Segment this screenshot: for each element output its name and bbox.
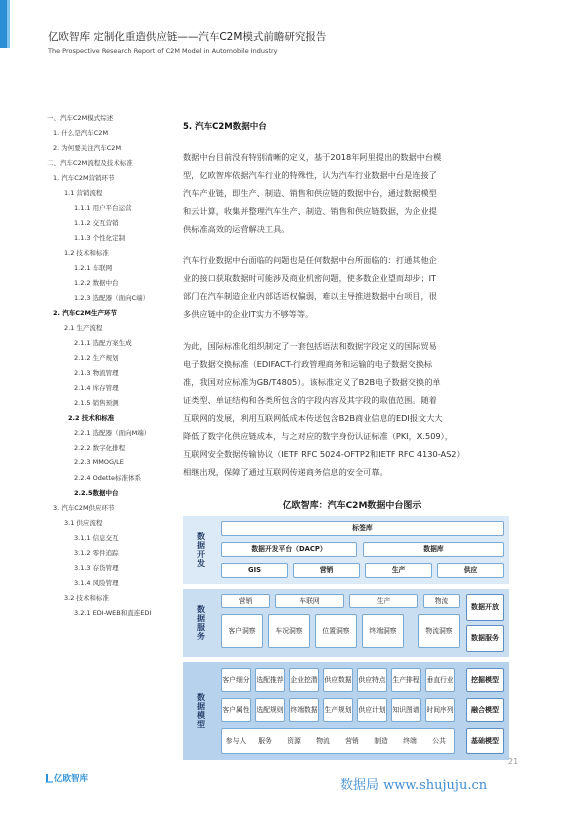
paragraph-1 [183, 148, 521, 238]
toc-item[interactable]: 3.2 技术和标准 [64, 594, 109, 602]
model-cell: 客户属性 [221, 698, 251, 722]
side-label-cell: 基础模型 [466, 728, 504, 754]
side-label-cell: 数据开放 [466, 594, 504, 621]
dev-cell: GIS [221, 563, 288, 578]
toc-item[interactable]: 1. 什么是汽车C2M [53, 129, 109, 137]
header-accent-bar-light [7, 0, 10, 48]
model-cell: 参与人 [225, 736, 247, 745]
service-cell: 物流 [423, 594, 460, 608]
toc-item[interactable]: 1.1 营销流程 [64, 189, 103, 197]
paragraph-3 [183, 337, 521, 481]
toc-item[interactable]: 2.1.5 销售预测 [74, 399, 119, 407]
toc-item[interactable]: 1.2.3 选配器（面向C端） [74, 294, 150, 302]
toc-item[interactable]: 2.2.3 MMOG/LE [74, 458, 124, 466]
insight-cell: 位置洞察 [315, 614, 357, 648]
dacp-box: 数据开发平台（DACP） [221, 542, 357, 557]
text-line: 数据中台目前没有特别清晰的定义，基于2018年阿里提出的数据中台模 [183, 152, 442, 162]
logo-icon [46, 774, 53, 783]
insight-cell: 终端洞察 [362, 614, 404, 648]
toc-item[interactable]: 2.2 技术和标准 [68, 414, 115, 422]
block-label: 数据开发 [196, 532, 206, 568]
toc-item[interactable]: 2.2.1 选配器（面向M端） [74, 429, 151, 437]
toc-item[interactable]: 2.1.4 库存管理 [74, 384, 119, 392]
toc-item[interactable]: 2.1.3 物流管理 [74, 369, 119, 377]
side-label-cell: 挖掘模型 [466, 668, 504, 692]
header-accent-bar [0, 0, 7, 48]
insight-cell: 客户洞察 [221, 614, 263, 648]
toc-item[interactable]: 3.1.4 风险管理 [74, 579, 119, 587]
data-model-block [183, 662, 509, 760]
dev-cell: 生产 [365, 563, 432, 578]
toc-item[interactable]: 3.1.1 信息交互 [74, 534, 119, 542]
text-line: 多供应链中的企业IT实力不够等等。 [183, 309, 314, 319]
toc-item[interactable]: 1.2.2 数据中台 [74, 279, 119, 287]
text-line: 型，亿欧智库依据汽车行业的特殊性，认为汽车行业数据中台是连接了 [183, 170, 437, 180]
text-line: 准，我国对应标准为GB/T4805）。该标准定义了B2B电子数据交换的单 [183, 377, 441, 387]
text-line: 汽车产业链，即生产、制造、销售和供应链的数据中台，通过数据模型 [183, 188, 437, 198]
watermark: 数据局 www.shujuju.cn [340, 778, 488, 793]
figure-title: 亿欧智库：汽车C2M数据中台图示 [282, 501, 422, 511]
toc-item[interactable]: 3.1.3 存货管理 [74, 564, 119, 572]
toc-item[interactable]: 3. 汽车C2M供应环节 [53, 504, 115, 512]
model-cell: 选配规则 [255, 698, 285, 722]
insight-cell: 车况洞察 [268, 614, 310, 648]
footer-logo: 亿欧智库 [46, 772, 88, 784]
toc-item[interactable]: 2.2.4 Odette标准体系 [74, 474, 141, 482]
section-title: 5. 汽车C2M数据中台 [183, 122, 267, 132]
report-title: 亿欧智库 定制化重造供应链——汽车C2M模式前瞻研究报告 [48, 31, 327, 43]
dev-cell: 供应 [437, 563, 504, 578]
text-line: 互联网安全数据传输协议（IETF RFC 5024-OFTP2和IETF RFC 4130-AS2） [183, 449, 465, 459]
model-cell: 垂直行业 [425, 668, 455, 692]
text-line: 业的接口获取数据时可能涉及商业机密问题，使多数企业望而却步；IT [183, 273, 437, 283]
toc-item[interactable]: 1.2.1 车联网 [74, 264, 113, 272]
text-line: 相继出现，保障了通过互联网传递商务信息的安全可靠。 [183, 467, 388, 477]
model-cell: 服务 [258, 736, 272, 745]
paragraph-2 [183, 251, 521, 323]
model-cell: 公共 [432, 736, 446, 745]
database-box: 数据库 [363, 542, 504, 557]
side-label-cell: 融合模型 [466, 698, 504, 722]
model-cell: 企业挖潜 [289, 668, 319, 692]
text-line: 电子数据交换标准（EDIFACT-行政管理商务和运输的电子数据交换标 [183, 359, 433, 369]
data-development-block [183, 516, 509, 584]
block-label: 数据模型 [196, 693, 206, 729]
toc-item[interactable]: 3.2.1 EDI-WEB和直连EDI [74, 609, 152, 617]
toc-item[interactable]: 1.2 技术和标准 [64, 249, 109, 257]
toc-item[interactable]: 2. 汽车C2M生产环节 [53, 309, 118, 317]
model-cell: 生产排程 [391, 668, 421, 692]
text-line: 供标准高效的运营解决工具。 [183, 224, 290, 234]
toc-item[interactable]: 一、汽车C2M模式综述 [47, 114, 114, 122]
page-header [0, 0, 562, 68]
toc-item[interactable]: 2.1 生产流程 [64, 324, 103, 332]
model-cell: 终端 [403, 736, 417, 745]
model-cell: 营销 [345, 736, 359, 745]
model-cell: 终端数据 [289, 698, 319, 722]
toc-item[interactable]: 1. 汽车C2M营销环节 [53, 174, 115, 182]
toc-item[interactable]: 2.1.2 生产规划 [74, 354, 119, 362]
toc-item[interactable]: 3.1 供应流程 [64, 519, 103, 527]
model-cell: 资源 [287, 736, 301, 745]
block-label: 数据服务 [196, 605, 206, 641]
model-cell: 供应计划 [357, 698, 387, 722]
text-line: 汽车行业数据中台面临的问题也是任何数据中台所面临的：打通其他企 [183, 255, 437, 265]
toc-item[interactable]: 2.2.2 数字化排程 [74, 444, 126, 452]
insight-cell: 物流洞察 [418, 614, 460, 648]
data-service-block [183, 589, 509, 657]
text-line: 为此，国际标准化组织制定了一套包括语法和数据字段定义的国际贸易 [183, 341, 437, 351]
model-cell: 生产规划 [323, 698, 353, 722]
model-cell: 供应特点 [357, 668, 387, 692]
service-cell: 营销 [221, 594, 270, 608]
toc-item[interactable]: 1.1.1 用户平台运营 [74, 204, 132, 212]
report-subtitle: The Prospective Research Report of C2M Model in Automobile Industry [48, 47, 278, 55]
text-line: 降低了数字化供应链成本，与之对应的数字身份认证标准（PKI，X.509）， [183, 431, 453, 441]
toc-item-active[interactable]: 2.2.5数据中台 [74, 489, 119, 497]
service-cell: 车联网 [275, 594, 344, 608]
model-cell: 时间序列 [425, 698, 455, 722]
toc-item[interactable]: 2.1.1 选配方案生成 [74, 339, 132, 347]
page-number: 21 [508, 757, 519, 766]
text-line: 互联网的发展，利用互联网低成本传送包含B2B商业信息的EDI报文大大 [183, 413, 443, 423]
side-label-cell: 数据服务 [466, 625, 504, 652]
toc-item[interactable]: 2. 为何要关注汽车C2M [53, 144, 122, 152]
model-cell: 制造 [374, 736, 388, 745]
model-cell: 物流 [316, 736, 330, 745]
model-cell: 选配推荐 [255, 668, 285, 692]
tag-library-box: 标签库 [221, 521, 504, 536]
toc-item[interactable]: 二、汽车C2M流程及技术标准 [47, 159, 133, 167]
model-cell: 供应数据 [323, 668, 353, 692]
toc-item[interactable]: 3.1.2 零件追踪 [74, 549, 119, 557]
model-cell: 客户细分 [221, 668, 251, 692]
dev-cell: 营销 [293, 563, 360, 578]
toc-item[interactable]: 1.1.2 交互营销 [74, 219, 119, 227]
text-line: 和云计算，收集并整理汽车生产、制造、销售和供应链数据，为企业提 [183, 206, 437, 216]
service-cell: 生产 [349, 594, 418, 608]
text-line: 部门在汽车制造企业内部话语权偏弱，难以主导推进数据中台项目，很 [183, 291, 437, 301]
model-cell: 知识图谱 [391, 698, 421, 722]
text-line: 证类型、单证结构和各类所包含的字段内容及其字段的取值范围。随着 [183, 395, 437, 405]
toc-item[interactable]: 1.1.3 个性化定制 [74, 234, 126, 242]
